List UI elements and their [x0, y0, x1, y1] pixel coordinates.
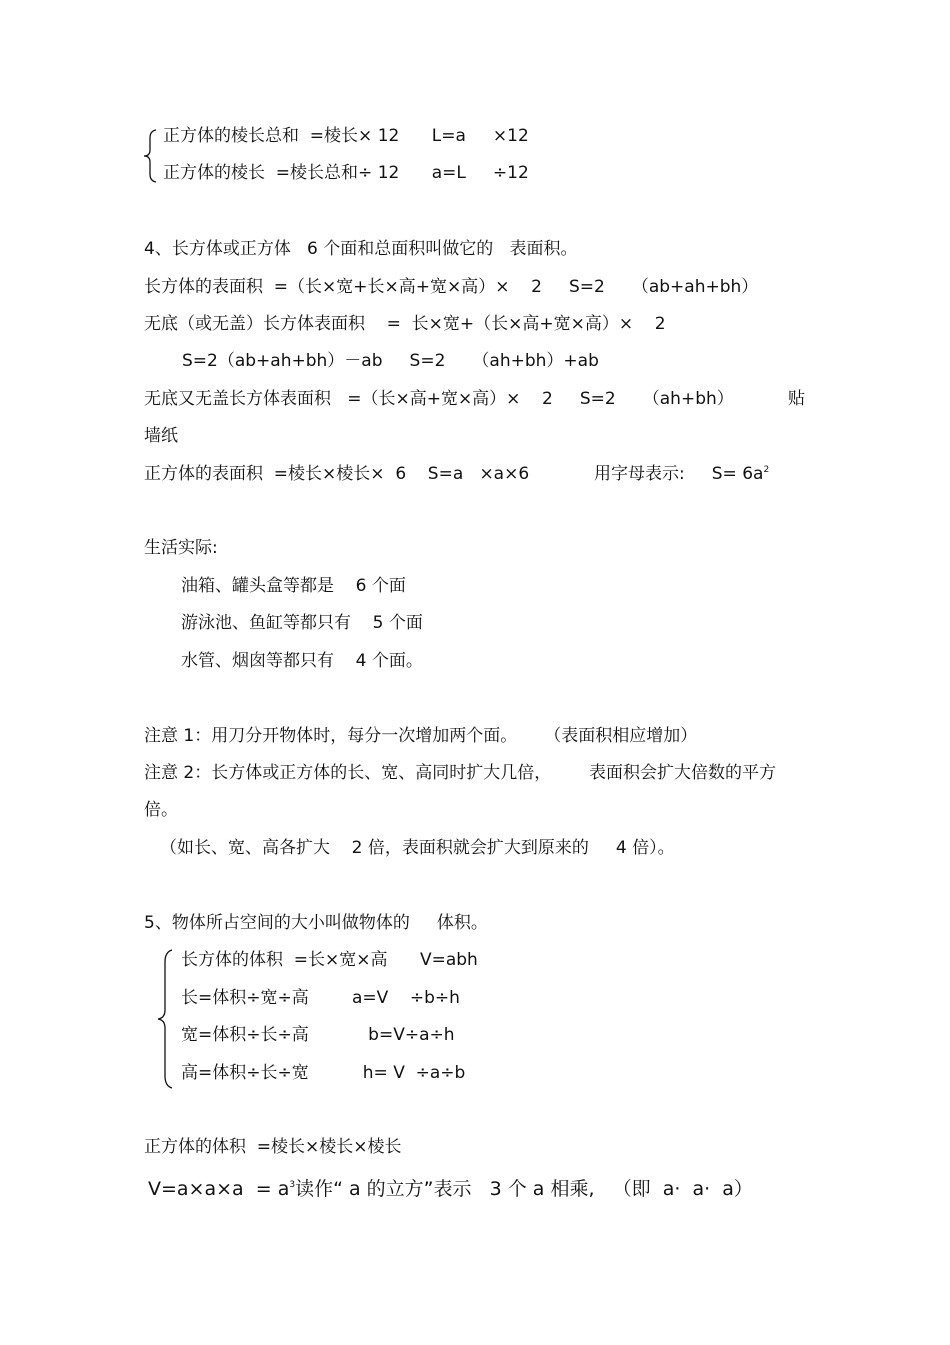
- volume-formula: 长方体的体积 =长×宽×高 V=abh: [181, 950, 478, 970]
- cube-volume-formula: 正方体的体积 =棱长×棱长×棱长: [144, 1137, 402, 1157]
- no-bottom-surface-formula: 无底（或无盖）长方体表面积 = 长×宽+（长×高+宽×高）× 2: [144, 314, 666, 334]
- cubed-superscript: 3: [289, 1180, 296, 1190]
- no-top-no-bottom-formula: 无底又无盖长方体表面积 =（长×高+宽×高）× 2 S=2 （ah+bh）: [144, 389, 734, 409]
- volume-formula: 长=体积÷宽÷高 a=V ÷b÷h: [181, 988, 460, 1008]
- life-item: 油箱、罐头盒等都是 6 个面: [181, 576, 406, 596]
- volume-formula: 宽=体积÷长÷高 b=V÷a÷h: [181, 1025, 455, 1045]
- note-2: 注意 2：长方体或正方体的长、宽、高同时扩大几倍， 表面积会扩大倍数的平方: [144, 763, 777, 783]
- life-item: 游泳池、鱼缸等都只有 5 个面: [181, 613, 423, 633]
- left-brace-2: [155, 948, 177, 1090]
- left-brace-1: [142, 128, 162, 184]
- note-1: 注意 1：用刀分开物体时，每分一次增加两个面。 （表面积相应增加）: [144, 726, 698, 746]
- cube-surface-formula: 正方体的表面积 =棱长×棱长× 6 S=a ×a×6 用字母表示: $S= 6a^2$: [144, 464, 770, 484]
- section4-heading: 4、长方体或正方体 6 个面和总面积叫做它的 表面积。: [144, 239, 578, 259]
- note-2-example: （如长、宽、高各扩大 2 倍，表面积就会扩大到原来的 4 倍）。: [160, 838, 675, 858]
- life-heading: 生活实际:: [144, 538, 218, 558]
- volume-formula: 高=体积÷长÷宽 h= V ÷a÷b: [181, 1063, 466, 1083]
- no-bottom-surface-letters: S=2（ab+ah+bh）－ab S=2 （ah+bh）+ab: [182, 351, 599, 371]
- cube-volume-letters: $V=a\times a\times a = a^3$读作“ a 的立方”表示 3 个 a 相乘, （即 a· a· a）: [148, 1178, 753, 1200]
- cuboid-surface-formula: 长方体的表面积 =（长×宽+长×高+宽×高）× 2 S=2 （ab+ah+bh）: [144, 277, 759, 297]
- squared-superscript: 2: [763, 465, 770, 475]
- cube-edge-line: 正方体的棱长 =棱长总和÷ 12 a=L ÷12: [163, 163, 529, 183]
- cube-edge-total-line: 正方体的棱长总和 =棱长× 12 L=a ×12: [163, 126, 529, 146]
- wallpaper-label-1: 贴: [788, 389, 805, 409]
- section5-heading: 5、物体所占空间的大小叫做物体的 体积。: [144, 913, 488, 933]
- note-2-continued: 倍。: [144, 800, 178, 820]
- wallpaper-label-2: 墙纸: [144, 426, 178, 446]
- life-item: 水管、烟囱等都只有 4 个面。: [181, 651, 423, 671]
